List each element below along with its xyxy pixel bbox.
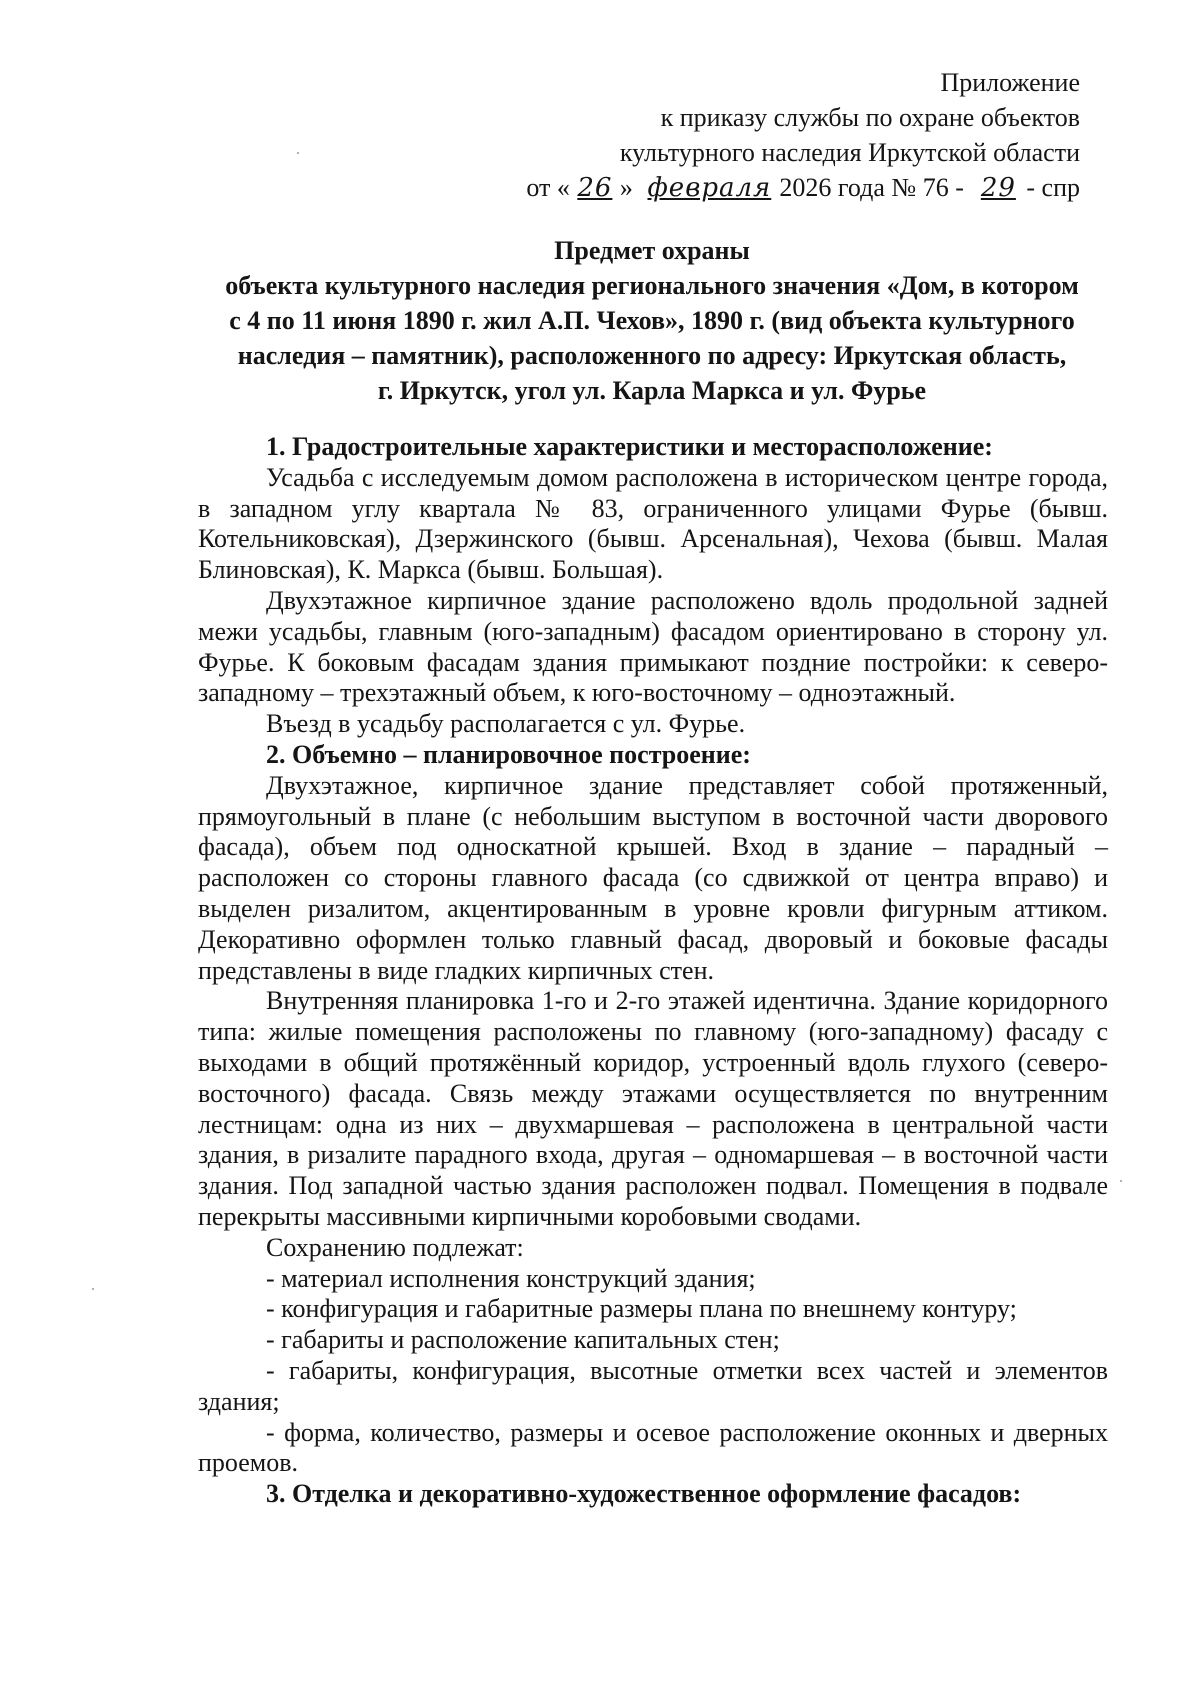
date-mid: » (619, 173, 633, 202)
handwritten-order-number: 29 (980, 173, 1016, 203)
title-line-2: объекта культурного наследия регионального значения «Дом, в котором (225, 271, 1079, 300)
order-reference-line: к приказу службы по охране объектов (660, 103, 1080, 132)
list-item: - габариты, конфигурация, высотные отметки всех частей и элементов здания; (198, 1355, 1108, 1416)
scan-speck (92, 1288, 94, 1290)
appendix-label: Приложение (940, 68, 1080, 97)
date-year-text: 2026 года № 76 - (779, 173, 964, 202)
agency-line: культурного наследия Иркутской области (619, 138, 1080, 167)
title-line-5: г. Иркутск, угол ул. Карла Маркса и ул. Фурье (377, 376, 927, 405)
order-date-line (526, 170, 1080, 206)
list-item: - конфигурация и габаритные размеры плана по внешнему контуру; (266, 1294, 1017, 1324)
order-suffix: - спр (1026, 173, 1080, 202)
section-3-heading: 3. Отделка и декоративно-художественное оформление фасадов: (266, 1479, 1022, 1509)
preserve-intro: Сохранению подлежат: (266, 1232, 524, 1262)
section-1-paragraph-1: Усадьба с исследуемым домом расположена в историческом центре города, в западном углу квартала № 83, ограниченного улицами Фурье (бывш. Котельниковская), Дзержинского (бывш. Арсенальная), Чехова (бывш. Малая Блиновская), К. Маркса (бывш. Большая). (198, 462, 1108, 585)
scan-speck (1120, 1180, 1122, 1182)
section-1-heading: 1. Градостроительные характеристики и месторасположение: (266, 432, 993, 461)
title-line-3: с 4 по 11 июня 1890 г. жил А.П. Чехов», 1890 г. (вид объекта культурного (229, 306, 1075, 335)
date-prefix: от « (526, 173, 570, 202)
document-title (192, 233, 1112, 408)
handwritten-day: 26 (577, 173, 613, 203)
handwritten-month: февраля (647, 173, 772, 203)
list-item: - габариты и расположение капитальных стен; (266, 1325, 780, 1355)
section-2-heading: 2. Объемно – планировочное построение: (266, 739, 751, 769)
title-line-1: Предмет охраны (554, 236, 750, 265)
list-item: - форма, количество, размеры и осевое расположение оконных и дверных проемов. (198, 1417, 1108, 1478)
list-item: - материал исполнения конструкций здания; (266, 1263, 756, 1293)
scan-speck (297, 152, 299, 154)
appendix-header (526, 65, 1080, 206)
document-body (198, 432, 1108, 1510)
title-line-4: наследия – памятник), расположенного по адресу: Иркутская область, (237, 341, 1067, 370)
section-2-paragraph-2: Внутренняя планировка 1-го и 2-го этажей идентична. Здание коридорного типа: жилые помещения расположены по главному (юго-западному) фасаду с выходами в общий протяжённый коридор, устроенный вдоль глухого (северо-восточного) фасада. Связь между этажами осуществляется по внутренним лестницам: одна из них – двухмаршевая – расположена в центральной части здания, в ризалите парадного входа, другая – одномаршевая – в восточной части здания. Под западной частью здания расположен подвал. Помещения в подвале перекрыты массивными кирпичными коробовыми сводами. (198, 986, 1108, 1231)
section-1-paragraph-3: Въезд в усадьбу располагается с ул. Фурье. (266, 709, 746, 739)
section-2-paragraph-1: Двухэтажное, кирпичное здание представляет собой протяженный, прямоугольный в плане (с небольшим выступом в восточной части дворового фасада), объем под односкатной крышей. Вход в здание – парадный – расположен со стороны главного фасада (со сдвижкой от центра вправо) и выделен ризалитом, акцентированным в уровне кровли фигурным аттиком. Декоративно оформлен только главный фасад, дворовый и боковые фасады представлены в виде гладких кирпичных стен. (198, 770, 1108, 985)
section-1-paragraph-2: Двухэтажное кирпичное здание расположено вдоль продольной задней межи усадьбы, главным (юго-западным) фасадом ориентировано в сторону ул. Фурье. К боковым фасадам здания примыкают поздние постройки: к северо-западному – трехэтажный объем, к юго-восточному – одноэтажный. (198, 585, 1108, 708)
